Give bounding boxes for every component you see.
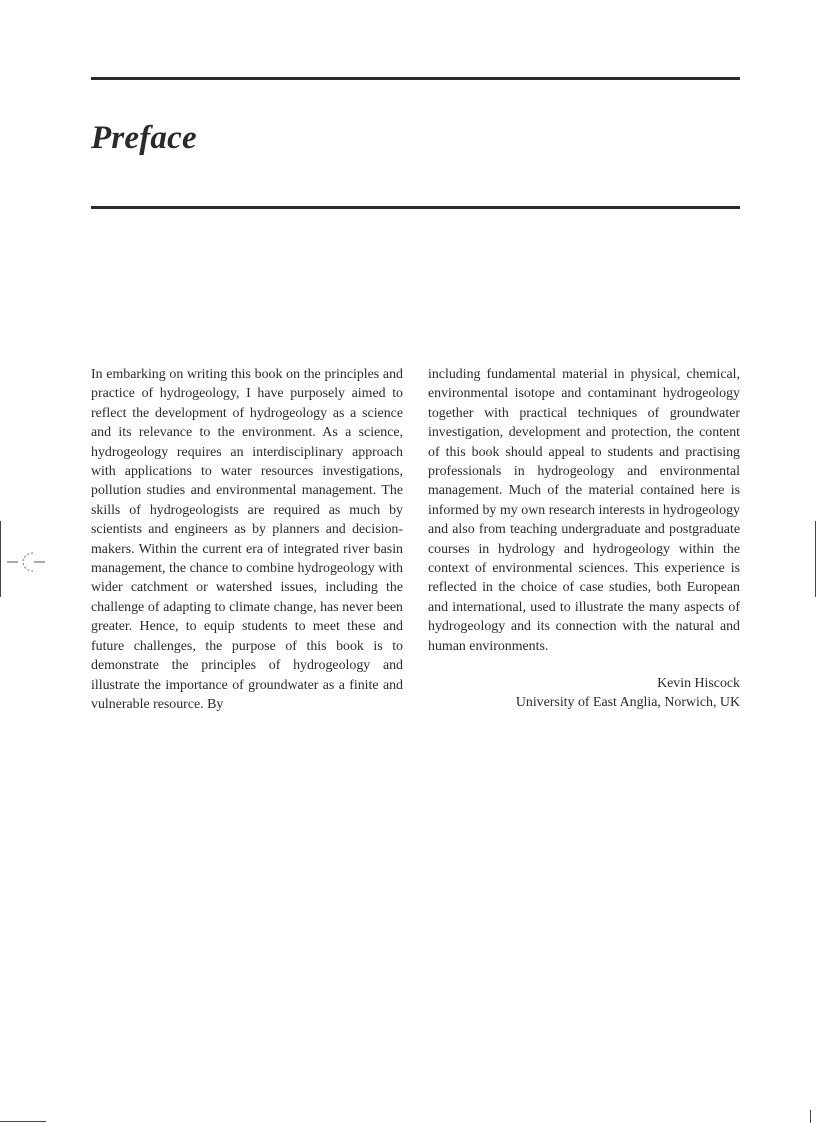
crop-mark-bottom-right-tick (810, 1110, 811, 1123)
page-title: Preface (91, 120, 197, 156)
body-column-left: In embarking on writing this book on the principles and practice of hydrogeology, I have purposely aimed to reflect the development of hydrogeology as a science and its relevance to the environment. As a science, hydrogeology requires an interdisciplinary approach with applications to water resources investigations, pollution studies and environmental management. The skills of hydrogeologists are required as much by scientists and engineers as by planners and decision-makers. Within the current era of integrated river basin management, the chance to combine hydrogeology with wider catchment or watershed issues, including the challenge of adapting to climate change, has never been greater. Hence, to equip students to meet these and future challenges, the purpose of this book is to demonstrate the principles of hydrogeology and illustrate the importance of groundwater as a finite and vulnerable resource. By (91, 367, 403, 712)
bottom-rule (91, 206, 740, 209)
registration-mark-icon (6, 549, 46, 575)
author-name: Kevin Hiscock (657, 676, 740, 691)
body-column-right: including fundamental material in physical, chemical, environmental isotope and contaminant hydrogeology together with practical techniques of groundwater investigation, development and protection, the content of this book should appeal to students and practising professionals in hydrogeology and environmental management. Much of the material contained here is informed by my own research interests in hydrogeology and also from teaching undergraduate and postgraduate courses in hydrology and hydrogeology within the context of environmental sciences. This experience is reflected in the choice of case studies, both European and international, used to illustrate the many aspects of hydrogeology and its connection with the natural and human environments. (428, 367, 740, 654)
author-affiliation: University of East Anglia, Norwich, UK (515, 695, 740, 711)
crop-mark-left-vertical (0, 521, 1, 597)
crop-mark-bottom-left (0, 1121, 46, 1122)
top-rule (91, 77, 740, 80)
signature-block (428, 674, 740, 713)
